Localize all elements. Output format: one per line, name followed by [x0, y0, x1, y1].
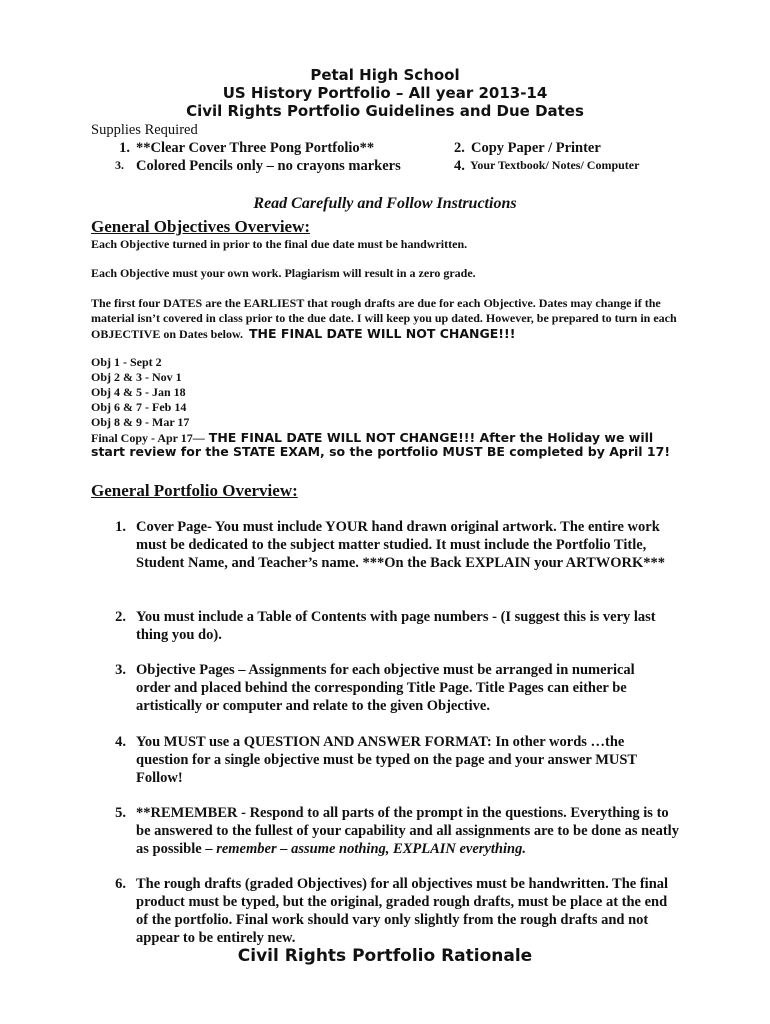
portfolio-item-number: 3.: [115, 662, 126, 678]
final-date-warning: THE FINAL DATE WILL NOT CHANGE!!!: [249, 326, 516, 341]
supply-item: Your Textbook/ Notes/ Computer: [470, 158, 640, 172]
portfolio-item-emphasis: remember – assume nothing, EXPLAIN everything.: [216, 841, 526, 857]
portfolio-item-body: **REMEMBER - Respond to all parts of the prompt in the questions. Everything is to be answered to the fullest of your capability and all assignments are to be done as neatly as possible –: [136, 805, 679, 857]
objectives-overview-heading: General Objectives Overview:: [91, 217, 311, 236]
portfolio-item-text: [136, 804, 681, 858]
portfolio-item-number: 5.: [115, 805, 126, 821]
rationale-title: Civil Rights Portfolio Rationale: [237, 946, 533, 966]
portfolio-item: [90, 518, 690, 572]
supply-item: Copy Paper / Printer: [471, 140, 601, 156]
portfolio-item-number: 2.: [115, 609, 126, 625]
portfolio-item-text: Objective Pages – Assignments for each objective must be arranged in numerical order and placed behind the corresponding Title Page. Title Pages can either be artistically or computer and relate to the given Objective.: [136, 662, 635, 714]
supply-item: **Clear Cover Three Pong Portfolio**: [136, 140, 375, 156]
portfolio-item: [90, 875, 690, 947]
due-date-item: Obj 6 & 7 - Feb 14: [91, 400, 187, 414]
due-date-item: Obj 2 & 3 - Nov 1: [91, 370, 182, 384]
supply-item: Colored Pencils only – no crayons markers: [136, 158, 401, 174]
due-date-item: Obj 1 - Sept 2: [91, 355, 162, 369]
due-date-item: Obj 8 & 9 - Mar 17: [91, 415, 190, 429]
portfolio-item-text: You must include a Table of Contents with page numbers - (I suggest this is very last thing you do).: [136, 609, 656, 643]
portfolio-item: [90, 608, 690, 644]
portfolio-item-text: The rough drafts (graded Objectives) for all objectives must be handwritten. The final product must be typed, but the original, graded rough drafts, must be place at the end of the portfolio. Final work should vary only slightly from the rough drafts and not appear to be entirely new.: [136, 876, 669, 946]
portfolio-item-number: 1.: [115, 519, 126, 535]
supply-num: 2.: [454, 140, 465, 156]
supply-num: 4.: [454, 158, 465, 174]
supply-num: 3.: [115, 158, 124, 172]
objectives-paragraph-3: [91, 296, 681, 342]
portfolio-item-number: 4.: [115, 734, 126, 750]
supplies-heading: Supplies Required: [91, 122, 198, 138]
portfolio-overview-heading: General Portfolio Overview:: [91, 481, 298, 500]
portfolio-item-number: 6.: [115, 876, 126, 892]
final-copy-date: Final Copy - Apr 17—: [91, 431, 205, 445]
objectives-paragraph-1: Each Objective turned in prior to the final due date must be handwritten.: [91, 237, 468, 251]
due-date-item: Obj 4 & 5 - Jan 18: [91, 385, 186, 399]
due-dates-list: [91, 355, 391, 430]
objectives-paragraph-2: Each Objective must your own work. Plagiarism will result in a zero grade.: [91, 266, 476, 280]
portfolio-item: [90, 733, 690, 787]
portfolio-item: [90, 804, 690, 858]
dates-note: The first four DATES are the EARLIEST that rough drafts are due for each Objective. Dates may change if the material isn’t covered in class prior to the due date. I will keep you up dated. However, be prepared to turn in each OBJECTIVE on Dates below.: [91, 296, 677, 341]
final-note-line-1: THE FINAL DATE WILL NOT CHANGE!!! After the Holiday we will: [208, 430, 654, 445]
document-subtitle: Civil Rights Portfolio Guidelines and Due Dates: [186, 102, 584, 120]
final-note-line-2: start review for the STATE EXAM, so the portfolio MUST BE completed by April 17!: [91, 444, 671, 459]
portfolio-item-text: Cover Page- You must include YOUR hand drawn original artwork. The entire work must be dedicated to the subject matter studied. It must include the Portfolio Title, Student Name, and Teacher’s name. ***On the Back EXPLAIN your ARTWORK***: [136, 519, 666, 571]
course-title: US History Portfolio – All year 2013-14: [222, 84, 548, 102]
supply-num: 1.: [119, 140, 130, 156]
instruction-banner: Read Carefully and Follow Instructions: [253, 195, 517, 212]
portfolio-item-text: You MUST use a QUESTION AND ANSWER FORMAT: In other words …the question for a single objective must be typed on the page and your answer MUST Follow!: [136, 734, 637, 786]
portfolio-item: [90, 661, 690, 715]
school-name: Petal High School: [310, 66, 460, 84]
